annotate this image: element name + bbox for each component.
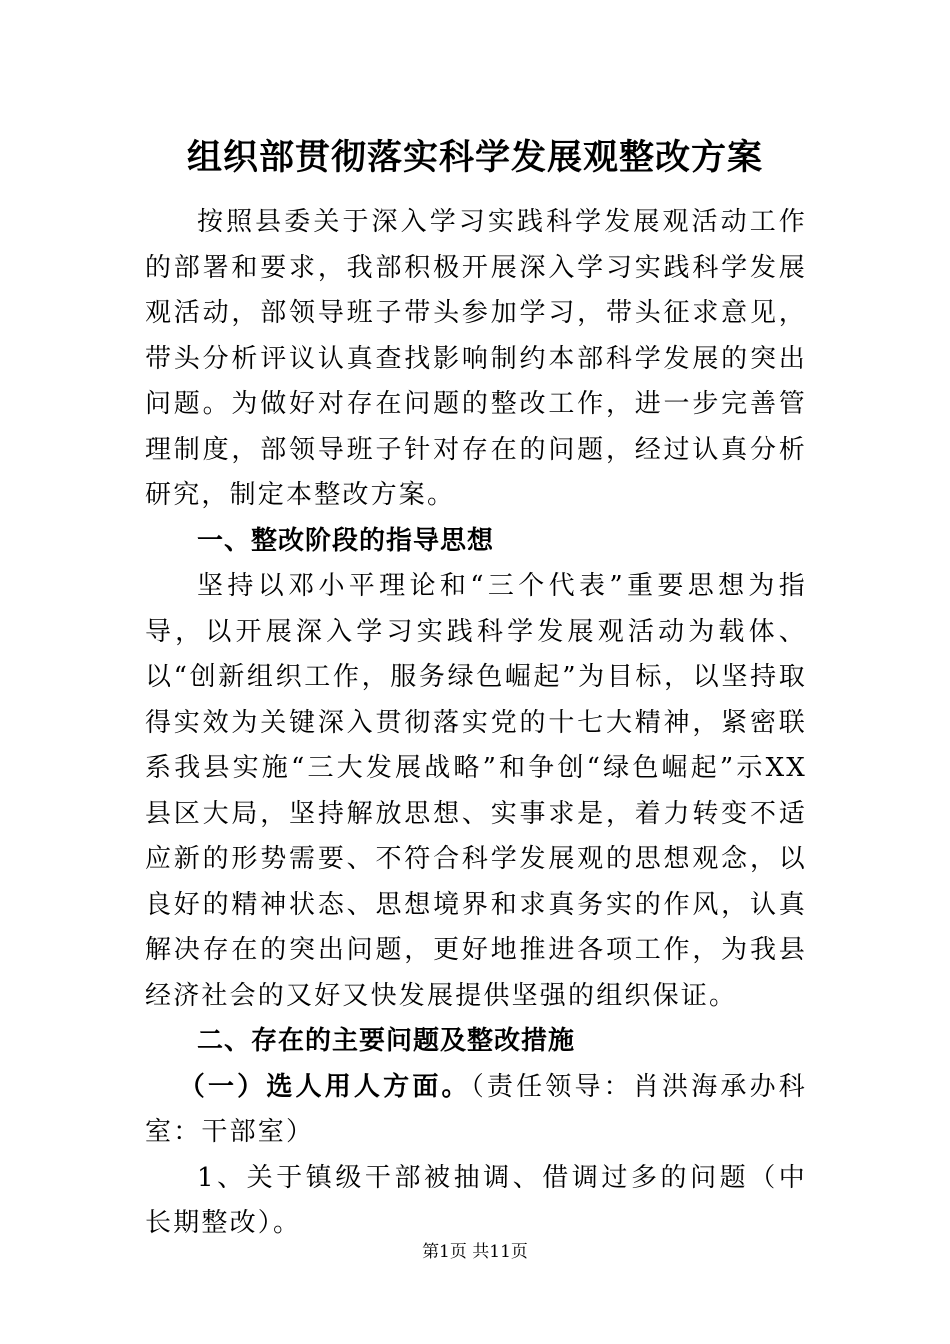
document-title: 组织部贯彻落实科学发展观整改方案: [186, 137, 763, 178]
page-number-footer: 第1页 共11页: [422, 1242, 528, 1262]
guiding-paragraph: 坚持以邓小平理论和“三个代表”重要思想为指导，以开展深入学习实践科学发展观活动为载体、以“创新组织工作，服务绿色崛起”为目标，以坚持取得实效为关键深入贯彻落实党的十七大精神，紧密联系我县实施“三大发展战略”和争创“绿色崛起”示XX县区大局，坚持解放思想、实事求是，着力转变不适应新的形势需要、不符合科学发展观的思想观念，以良好的精神状态、思想境界和求真务实的作风，认真解决存在的突出问题，更好地推进各项工作，为我县经济社会的又好又快发展提供坚强的组织保证。: [145, 571, 807, 1011]
document-body: [145, 200, 807, 1247]
item-1-paragraph: 1、关于镇级干部被抽调、借调过多的问题（中长期整改）。: [145, 1162, 807, 1238]
subsection-1-responsibility: （责任领导：肖洪海承办科室：干部室）: [145, 1071, 807, 1147]
section-heading-1: 一、整改阶段的指导思想: [197, 525, 495, 556]
section-heading-2: 二、存在的主要问题及整改措施: [197, 1026, 576, 1056]
subsection-1-lead: （一）选人用人方面。: [178, 1071, 471, 1102]
subsection-1-paragraph: [145, 1065, 807, 1156]
intro-paragraph: 按照县委关于深入学习实践科学发展观活动工作的部署和要求，我部积极开展深入学习实践科学发展观活动，部领导班子带头参加学习，带头征求意见，带头分析评议认真查找影响制约本部科学发展的突出问题。为做好对存在问题的整改工作，进一步完善管理制度，部领导班子针对存在的问题，经过认真分析研究，制定本整改方案。: [145, 207, 807, 510]
